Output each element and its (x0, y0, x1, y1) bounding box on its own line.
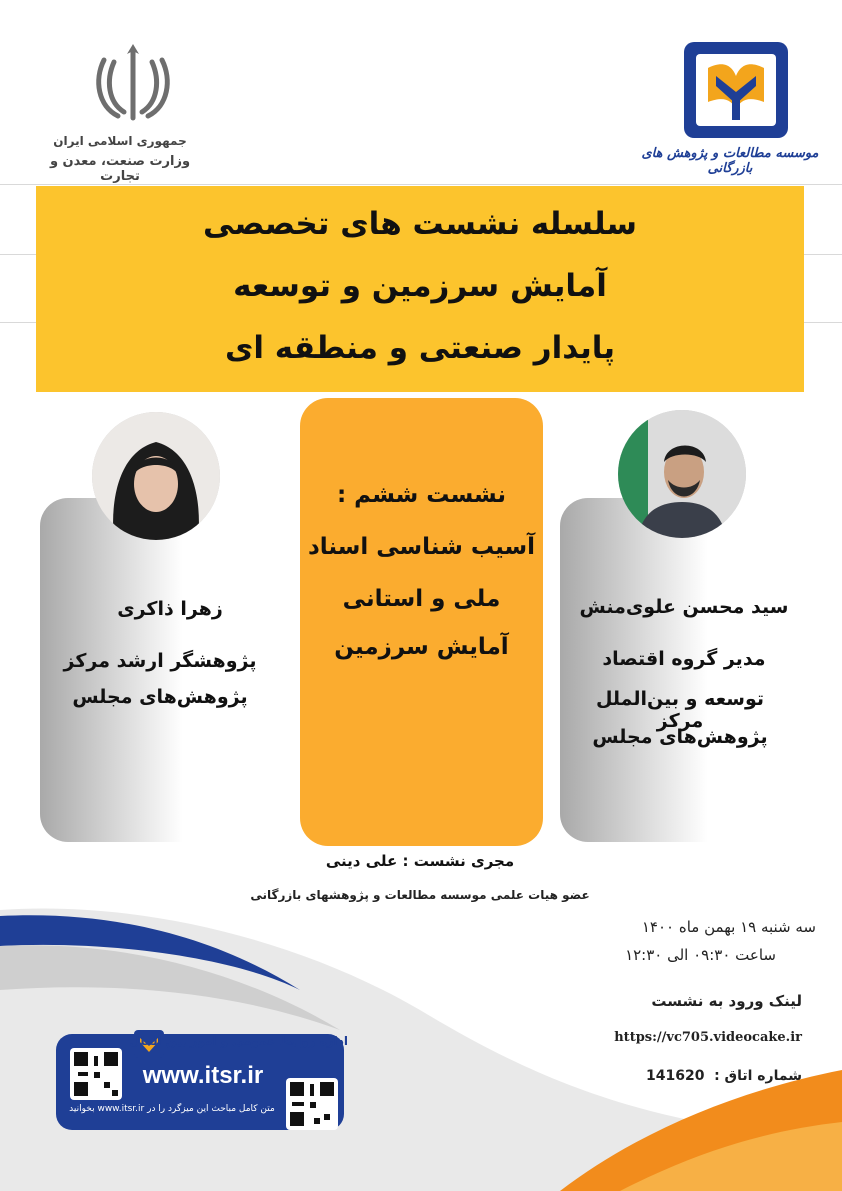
series-title: سلسله نشست های تخصصی (202, 206, 638, 242)
meeting-link[interactable]: https://vc705.videocake.ir (614, 1030, 802, 1045)
session-card (300, 398, 543, 846)
speaker-name-right: سید محسن علوی‌منش (579, 596, 789, 618)
room-number: 141620 (646, 1068, 705, 1084)
qr-code-right (286, 1078, 338, 1130)
website-note: متن کامل مباحث این میزگرد را در www.itsr.ir بخوانید (69, 1104, 275, 1114)
speaker-title-right-2: توسعه و بین‌الملل مرکز (595, 688, 765, 732)
event-time: ساعت ۰۹:۳۰ الی ۱۲:۳۰ (625, 946, 776, 964)
person-avatar-icon (92, 412, 220, 540)
moderator-description: عضو هیات علمی موسسه مطالعات و پژوهشهای بازرگانی (250, 888, 590, 902)
institute-name: موسسه مطالعات و پژوهش های بازرگانی (641, 146, 819, 176)
qr-code-icon (286, 1078, 338, 1130)
speaker-title-right-3: پژوهش‌های مجلس (592, 726, 768, 748)
session-number: نشست ششم : (336, 482, 507, 508)
session-topic-2: ملی و استانی (342, 586, 501, 612)
iran-emblem-icon (92, 40, 174, 126)
person-avatar-icon (618, 410, 746, 538)
speaker-title-left-1: پژوهشگر ارشد مرکز (63, 650, 257, 672)
speaker-title-left-2: پژوهش‌های مجلس (72, 686, 248, 708)
room-label: شماره اتاق : (714, 1068, 802, 1084)
speaker-card-right (560, 498, 806, 842)
series-subtitle-2: پایدار صنعتی و منطقه ای (224, 330, 616, 366)
divider-line (0, 184, 842, 185)
session-topic-3: آمایش سرزمین (334, 634, 509, 660)
ministry-name: وزارت صنعت، معدن و تجارت (49, 154, 191, 184)
qr-code-icon (70, 1048, 122, 1100)
session-topic-1: آسیب شناسی اسناد (307, 534, 536, 560)
event-date: سه شنبه ۱۹ بهمن ماه ۱۴۰۰ (641, 918, 816, 936)
speaker-photo-left (92, 412, 220, 540)
speaker-title-right-1: مدیر گروه اقتصاد (602, 648, 766, 670)
link-label: لینک ورود به نشست (651, 992, 802, 1010)
institute-logo-icon (682, 40, 790, 140)
series-subtitle-1: آمایش سرزمین و توسعه (233, 268, 607, 304)
website-url[interactable]: www.itsr.ir (142, 1062, 264, 1089)
speaker-name-left: زهرا ذاکری (117, 598, 223, 620)
office-name: اداره روابط عمومی و امور بین الملل (129, 1034, 348, 1048)
speaker-photo-right (618, 410, 746, 538)
moderator-label: مجری نشست : علی دینی (325, 852, 515, 870)
qr-code-left (70, 1048, 122, 1100)
government-name: جمهوری اسلامی ایران (53, 134, 187, 148)
title-banner (36, 186, 804, 392)
